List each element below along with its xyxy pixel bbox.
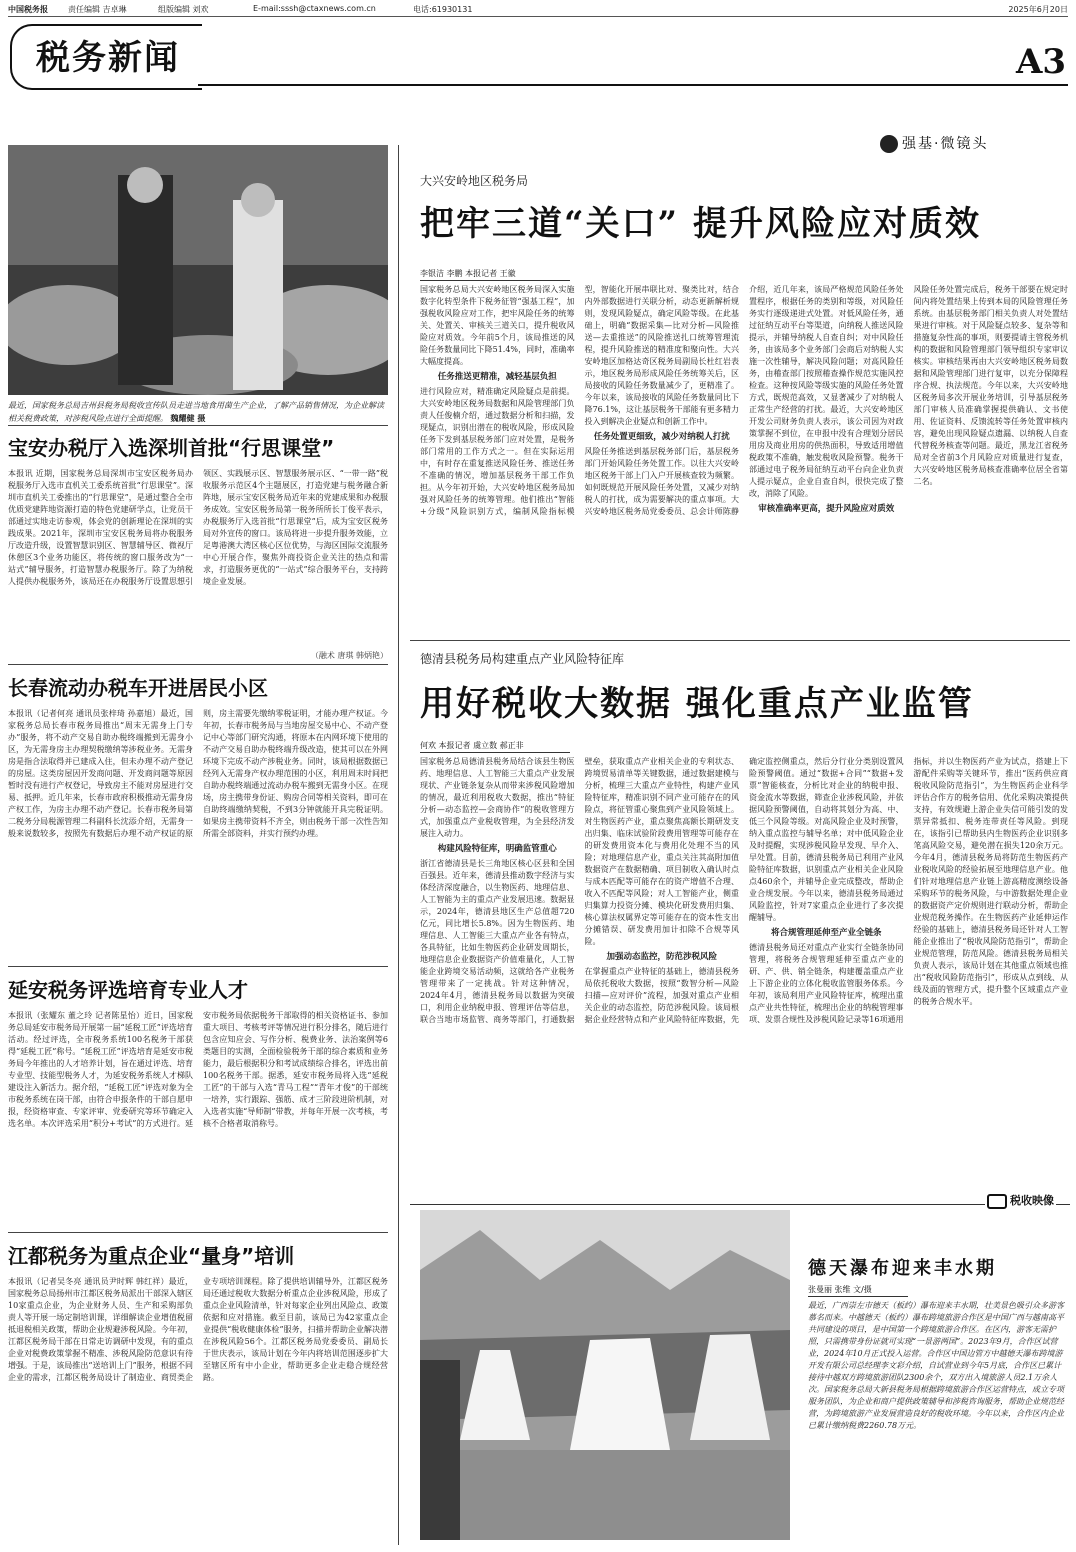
article-jiangdu-body: 本报讯（记者吴冬亮 通讯员尹时辉 韩红祥）最近，国家税务总局扬州市江都区税务局派出干部深入辖区10家重点企业，为企业财务人员、生产和采购部负责人等开展一场定制培训课，详细解读企业增值税留抵退税相关政策，帮助企业规避涉税风险。今年初，江都区税务局干部在日常走访调研中发现，有的重点企业对税费政策掌握不精准、涉税风险防范意识有待增强。于是，该局推出“送培训上门”服务，根据不同企业的需求，江都区税务局设计了制造业、商贸类企业专项培训课程。除了提供培训辅导外，江都区税务局还通过税收大数据分析重点企业涉税风险，形成了重点企业风险清单，针对每家企业列出风险点、政策依据和应对措施。截至目前，该局已为42家重点企业提供“税收健康体检”服务，扫描并帮助企业解决潜在涉税风险56个。江都区税务局党委委员、副局长于世庆表示，该局计划在今年内将培训范围逐步扩大至辖区所有中小企业，帮助更多企业走稳合规经营路。 (8, 1277, 388, 1382)
photo-caption (8, 400, 388, 425)
feature1-section-2: 风险任务推送到基层税务部门后，基层税务部门开始风险任务处置工作。以往大兴安岭地区税务干部上门入户开展核查较为频繁。如何既规范开展风险任务处置，又减少对纳税人的打扰，成为需要解决的重点事项。大兴安岭地区税务局党委委员、总会计师陈静介绍，近几年来，该局严格规范风险任务处置程序，根据任务的类别和等级，对风险任务实行逐级递进式处置。对低风险任务，通过征纳互动平台等渠道，向纳税人推送风险提示，并辅导纳税人自查自纠；对中风险任务，由该局多个业务部门会商后对纳税人实施一次性辅导，解决风险问题；对高风险任务，由稽查部门按照稽查操作规范实施风控检查。这种按风险等级实施的风险任务处置方式，既规范高效，又显著减少了对纳税人正常生产经营的打扰。最近，大兴安岭地区开发公司财务负责人表示，该公司因为对政策掌握不到位，在申报中没有合理划分居民用房及商业用房的供热面积，导致适用增值税政策不准确，触发税收风险预警。税务干部通过电子税务局征纳互动平台向企业负责人提示疑点，企业自查自纠，很快完成了整改，消除了风险。 (584, 285, 904, 516)
feature1-byline: 李银洁 李鹏 本报记者 王徽 (420, 268, 570, 281)
masthead (8, 18, 1068, 96)
divider (8, 966, 388, 967)
headline-jiangdu: 江都税务为重点企业“量身”培训 (8, 1244, 295, 1268)
article-yanan-body: 本报讯（张耀东 董之玲 记者陈星怡）近日，国家税务总局延安市税务局开展第一届“延税工匠”评选培育活动。经过评选，全市税务系统100名税务干部获得“延税工匠”称号。“延税工匠”评选培育是延安市税务局今年推出的人才培养计划，旨在通过评选、培育专业型、技能型税务人才，为延安税务系统人才梯队建设注入新活力。据介绍，“延税工匠”评选对象为全市税务系统在岗干部，由符合申报条件的干部自愿申报，经资格审查、专家评审、党委研究等环节确定入选名单。本次评选采用“积分+考试”的方式进行。延安市税务局依据税务干部取得的相关资格证书、参加重大项目、考核考评等情况进行积分排名，随后进行包含应知应会、写作分析、税费业务、法治案例等6类题目的实测，全面检验税务干部的综合素质和业务能力，最后根据积分和考试成绩综合排名，评选出前100名税务干部。据悉，延安市税务局将入选“延税工匠”的干部与入选“青马工程”“青年才俊”的干部统一培养，实行跟踪、强筋、成才三阶段进阶机制，对入选者实施“导师制”带教，并每年开展一次考核，考核不合格者取消称号。 (8, 1011, 388, 1128)
headline-changchun: 长春流动办税车开进居民小区 (8, 676, 268, 700)
section-title: 税务新闻 (36, 38, 180, 78)
feature2-subhead-2: 加强动态监控，防范涉税风险 (606, 952, 717, 962)
feature2-section-3: 德清县税务局还对重点产业实行全链条协同管理，将税务合规管理延伸至重点产业的研、产、供、销全链条，构建覆盖重点产业上下游企业的立体化税收监管服务体系。今年初，该局利用产业风险特征库，梳理出重点产业共性特征，梳理出企业的纳税管理事项、发票合规性及涉税风险记录等16项通用指标，并以生物医药产业为试点，搭建上下游配件采购等关键环节，推出“医药供应商税收风险防范指引”，为生物医药企业科学评估合作方的税务信用、优化采购决策提供支持，有效规避上游企业失信可能引发的发票异常抵扣、税务连带责任等风险。到现在，该指引已帮助县内生物医药企业识别多笔高风险交易，避免潜在损失120余万元。今年4月，德清县税务局将防范生物医药产业税收风险的经验拓展至地理信息产业。他们针对地理信息产业链上游高精度测绘设备采购环节的税务风险，与中游数据处理企业的数据资产定价规则进行联动分析，帮助企业规范税务操作。在生物医药产业延伸运作经验的基础上，德清县税务局还针对人工智能企业推出了“税收风险防范指引”，帮助企业规范管理，防范风险。德清县税务局相关负责人表示，该局计划在其他重点领域也推出“税收风险防范指引”，形成从点到线、从线及面的管理方式，提升整个区域重点产业的税务合规水平。 (749, 757, 1068, 1024)
camera-icon (987, 1194, 1007, 1209)
article-changchun-body: 本报讯（记者何亮 通讯员张梓琦 孙嘉旭）最近，国家税务总局长春市税务局推出“周末无需身上门专办”服务，将不动产交易自助办税终端搬到无需身小区，为无需身房主办理契税缴纳等涉税业务。无需身房是指合法取得并已建成入住，但未办理不动产登记的房屋。这类房屋因开发商问题、开发商问题等原因暂时没有进行产权登记，导致房主不能对房屋进行交易、抵押。近几年来，长春市政府积极推动无需身房产权工作，为房主办理不动产登记。长春市税务局第二税务分局税源管理二科副科长沈添介绍，无需身一般来说数较多，按照先有数据后办理不动产权证的原则，房主需要先缴纳零税证明，才能办理产权证。今年初，长春市税务局与当地房屋交易中心、不动产登记中心等部门研究沟通，将原本在内网环境下使用的不动产交易自助办税终端升级改造，使其可以在外网环境下完成不动产涉税业务。同时，该局根据数据已经列入无需身产权办理范围的小区，利用周末时间把自助办税终端通过流动办税车搬到无需身小区。在现场，房主携带身份证、购房合同等相关资料，即可在自助终端缴纳契税，不到3分钟就能开具完税证明。如果房主携带资料不齐全，则由税务干部一次性告知所需全部资料，并实行预约办理。 (8, 709, 388, 838)
video-title: 德天瀑布迎来丰水期 (808, 1258, 997, 1279)
feature1-body (420, 284, 1068, 632)
video-byline: 张曼丽 张维 文/摄 (808, 1284, 908, 1297)
feature1-subhead-2: 任务处置更细致，减少对纳税人打扰 (593, 432, 730, 442)
greenhouse-photo-icon (8, 145, 388, 395)
video-caption: 最近，广西崇左市德天（板约）瀑布迎来丰水期，壮美景色吸引众多游客慕名而来。中越德天（板约）瀑布跨境旅游合作区是中国广西与越南高平共同建设的项目，是中国第一个跨境旅游合作区。在区内，游客无需护照，只需携带身份证就可实现“一景游两国”。2023年9月，合作区试营业，2024年10月正式投入运营。合作区中国边管方中越德天瀑布跨境游开发有限公司总经理李文彩介绍，自试营业到今年5月底，合作区已累计接待中越双方跨境旅游团队2300余个，双方出入境旅游人员2.1万余人次。国家税务总局大新县税务局根据跨境旅游合作区运营特点，成立专项服务团队，为企业和商户提供政策辅导和涉税咨询服务，帮助企业规范经营，为跨境旅游产业发展营造良好的税收环境。今年以来，合作区内企业已累计缴纳税费2260.78万元。 (808, 1301, 1064, 1430)
feature1-subhead-1: 任务推送更精准，减轻基层负担 (437, 372, 557, 382)
article-baoan-credit: （融术 唐琪 韩炳艳） (310, 651, 388, 660)
headline-baoan: 宝安办税厅入选深圳首批“行思课堂” (8, 436, 335, 460)
column-badge-icon (880, 135, 898, 153)
paper-name: 中国税务报 (8, 5, 48, 14)
divider (8, 1232, 388, 1233)
feature2-body (420, 756, 1068, 1164)
feature1-title: 把牢三道“关口” 提升风险应对质效 (420, 204, 981, 244)
headline-yanan: 延安税务评选培育专业人才 (8, 978, 248, 1002)
divider (410, 640, 1070, 641)
video-badge (985, 1192, 1056, 1209)
video-badge-label: 税收映像 (1010, 1194, 1054, 1207)
feature2-kicker: 德清县税务局构建重点产业风险特征库 (420, 652, 625, 666)
layout-credit: 组版编辑 刘欢 (158, 5, 209, 14)
masthead-rule (198, 84, 1068, 86)
divider (8, 664, 388, 665)
waterfall-photo (420, 1210, 790, 1540)
feature2-lead: 国家税务总局德清县税务局结合该县生物医药、地理信息、人工智能三大重点产业发展现状、产业链条复杂从而带来涉税风险增加的情况，最近利用税收大数据，推出“特征分析—动态监控—会商协作”的税收管理方式，加强重点产业税收管理，为全县经济发展注入动力。 (420, 757, 575, 838)
waterfall-photo-icon (420, 1210, 790, 1540)
article-baoan-body: 本报讯 近期，国家税务总局深圳市宝安区税务局办税服务厅入选市直机关工委系统首批“行思课堂”。深圳市直机关工委推出的“行思课堂”，是通过整合全市优质党建阵地资源打造的特色党建研学点，让党员干部通过实地走访参观，体会党的创新理论在深圳的实践成果。2021年，深圳市宝安区税务局将办税服务厅改造升级，设置智慧识别区、智慧辅导区、微视厅休憩区3个业务功能区，将传统的窗口服务改为“一站式”辅导服务，打造智慧办税服务厅。除了为纳税人提供办税服务外，该局还在办税服务厅设置思想引领区、实践展示区、智慧服务展示区、“一带一路”税收服务示范区4个主题展区，打造党建与税务融合新阵地，展示宝安区税务局近年来的党建成果和办税服务成效。宝安区税务局第一税务所所长丁俊平表示，办税服务厅入选首批“行思课堂”后，成为宝安区税务局对外宣传的窗口。该局将进一步提升服务效能，立足粤港澳大湾区核心区位优势，与海区国际交流服务中心开展合作，聚焦外商投资企业关注的热点和需求，打造服务更优的“一站式”综合服务平台，支持跨境企业发展。 (8, 469, 388, 586)
photo-caption-text: 最近，国家税务总局吉州县税务局税收宣传队员走进当地食用菌生产企业，了解产品销售情况，为企业解读相关税费政策，对涉税风险点进行全面提醒。 (8, 401, 384, 423)
feature2-section-1: 浙江省德清县是长三角地区核心区县和全国百强县。近年来，德清县推动数字经济与实体经济深度融合，以生物医药、地理信息、人工智能为主的重点产业发展迅速。数据显示，2024年，德清县地区生产总值超720亿元，同比增长5.8%。因为生物医药、地理信息、人工智能三大重点产业各有特点，各具特征，比如生物医药企业研发周期长，地理信息企业数据资产价值难量化，人工智能企业跨境交易活动频，这就给各产业税务管理带来了一定挑战。针对这种情况，2024年4月，德清县税务局以数据为突破口，利用企业纳税申报、管理评估等信息，联合当地市场监管、商务等部门，打通数据壁垒，获取重点产业相关企业的专利状态、跨境贸易清单等关键数据，通过数据建模与分析，梳理三大重点产业特性，构建产业风险特征库，精准识别不同产业可能存在的风险点，将征管重心聚焦到产业风险领域上。对生物医药产业，重点聚焦高额长期研发支出归集、临床试验阶段费用管理等可能存在的研发费用资本化与费用化处理不当的风险；对地理信息产业，重点关注其高附加值数据资产在数据精确、项目制收入确认时点与成本匹配等可能存在的资产增值不合理、收入不匹配等风险；对人工智能产业，侧重归集算力投资分摊、模块化研发费用归集、核心算法权属界定等可能存在的资本性支出分摊错误、研发费用加计扣除不合规等风险。 (420, 757, 739, 1024)
news-photo-greenhouse (8, 145, 388, 395)
feature2-title: 用好税收大数据 强化重点产业监管 (420, 684, 974, 724)
column-divider (398, 145, 399, 1545)
feature1-lead: 国家税务总局大兴安岭地区税务局深入实施数字化转型条件下税务征管“强基工程”，加强税收风险应对工作，把牢风险任务的统筹关、处置关、审核关三道关口，提升税收风险应对质效。今年前5个月，该局推送的风险任务数量同比下降51.4%，同时，准确率大幅度提高。 (420, 285, 575, 366)
editor-credit: 责任编辑 吉卓琳 (68, 5, 127, 14)
column-badge (880, 133, 988, 153)
issue-date: 2025年6月20日 (1008, 5, 1068, 14)
feature1-kicker: 大兴安岭地区税务局 (420, 174, 529, 188)
photo-credit: 魏耀健 摄 (170, 413, 206, 423)
page-number: A3 (1015, 42, 1066, 82)
feature1-section-1: 进行风险应对，精准确定风险疑点是前提。大兴安岭地区税务局数据和风险管理部门负责人任俊楠介绍，通过数据分析和扫描，发现疑点，识别出潜在的税收风险，形成风险任务下发到基层税务部门应对处置，是税务部门常用的工作方式之一。但在实际运用中，有时存在重复推送风险任务、推送任务不准确的情况，增加基层税务干部工作负担。从今年初开始，大兴安岭地区税务局加强对风险任务的统筹管理。他们推出“智能+分级”风险识别方式，编制风险指标模型，智能化开展串联比对、聚类比对，结合内外部数据进行关联分析，动态更新解析规则，发现风险疑点，确定风险等级。在此基础上，明确“数据采集—比对分析—风险推送—去重推送”的风险推送扎口统筹管理流程，提升风险推送的精准度和聚向性。大兴安岭地区加格达奇区税务局副局长杜红岩表示，地区税务局形成风险任务统筹关后，区局接收的风险任务数量减少了，更精准了。今年以来，该局接收的风险任务数量同比下降76.1%，这让基层税务干部能有更多精力投入到解决企业疑点和创新工作中。 (420, 285, 739, 516)
feature1-subhead-3: 审核准确率更高，提升风险应对质效 (758, 504, 895, 514)
column-badge-label: 强基·微镜头 (902, 136, 989, 152)
feature2-subhead-3: 将合规管理延伸至产业全链条 (770, 928, 882, 938)
feature2-subhead-1: 构建风险特征库，明确监管重心 (437, 844, 557, 854)
feature2-byline: 何欢 本报记者 虞立数 郝正非 (420, 740, 570, 753)
divider (410, 1204, 1070, 1205)
feature2-section-2: 在掌握重点产业特征的基础上，德清县税务局依托税收大数据，按照“数智分析—风险扫描—应对评价”流程，加强对重点产业相关企业的动态监控，防范涉税风险。该局根据企业经营特点和产业风险特征库数据，先确定监控侧重点，然后分行业分类别设置风险预警阈值。通过“数据+合同”“数据+发票”智能核查，分析比对企业的纳税申报、资金流水等数据，筛查企业涉税风险，并依据风险预警阈值，自动将其划分为高、中、低三个风险等级。对高风险企业及时预警，纳入重点监控与辅导名单；对中低风险企业及时提醒，实现涉税风险早发现、早介入、早处置。目前，德清县税务局已利用产业风险特征库数据，识别重点产业相关企业风险点460余个，并辅导企业完成整改，帮助企业合规发展。今年以来，德清县税务局通过风险监控，针对7家重点企业进行了多次提醒辅导。 (584, 757, 904, 1024)
email-address: E-mail:sssh@ctaxnews.com.cn (253, 4, 376, 13)
feature1-section-3: 风险任务处置完成后，税务干部要在规定时间内将处置结果上传到本局的风险管理任务系统。由基层税务部门相关负责人对处置结果进行审核。对于风险疑点较多、复杂等和措施复杂性高的事项，则要提请主管税务机构的数据和风险管理部门领导组织专家审议核实。审核结果再由大兴安岭地区税务局数据和风险管理部门进行复审，以充分保障程序合规、执法规范。今年以来，大兴安岭地区税务局多次开展业务培训，引导基层税务部门审核人员准确掌握提供确认、文书使用、佐证资料、反馈流转等任务处置审核内容，避免出现风险疑点遗漏、以纳税人自查代替税务核查等问题。最近，黑龙江省税务局对全省前3个月风险应对质量进行复查，大兴安岭地区税务局核查准确率位居全省第二名。 (913, 285, 1068, 486)
header-bar (8, 2, 1068, 17)
divider (8, 425, 388, 426)
phone-number: 电话:61930131 (413, 5, 473, 14)
